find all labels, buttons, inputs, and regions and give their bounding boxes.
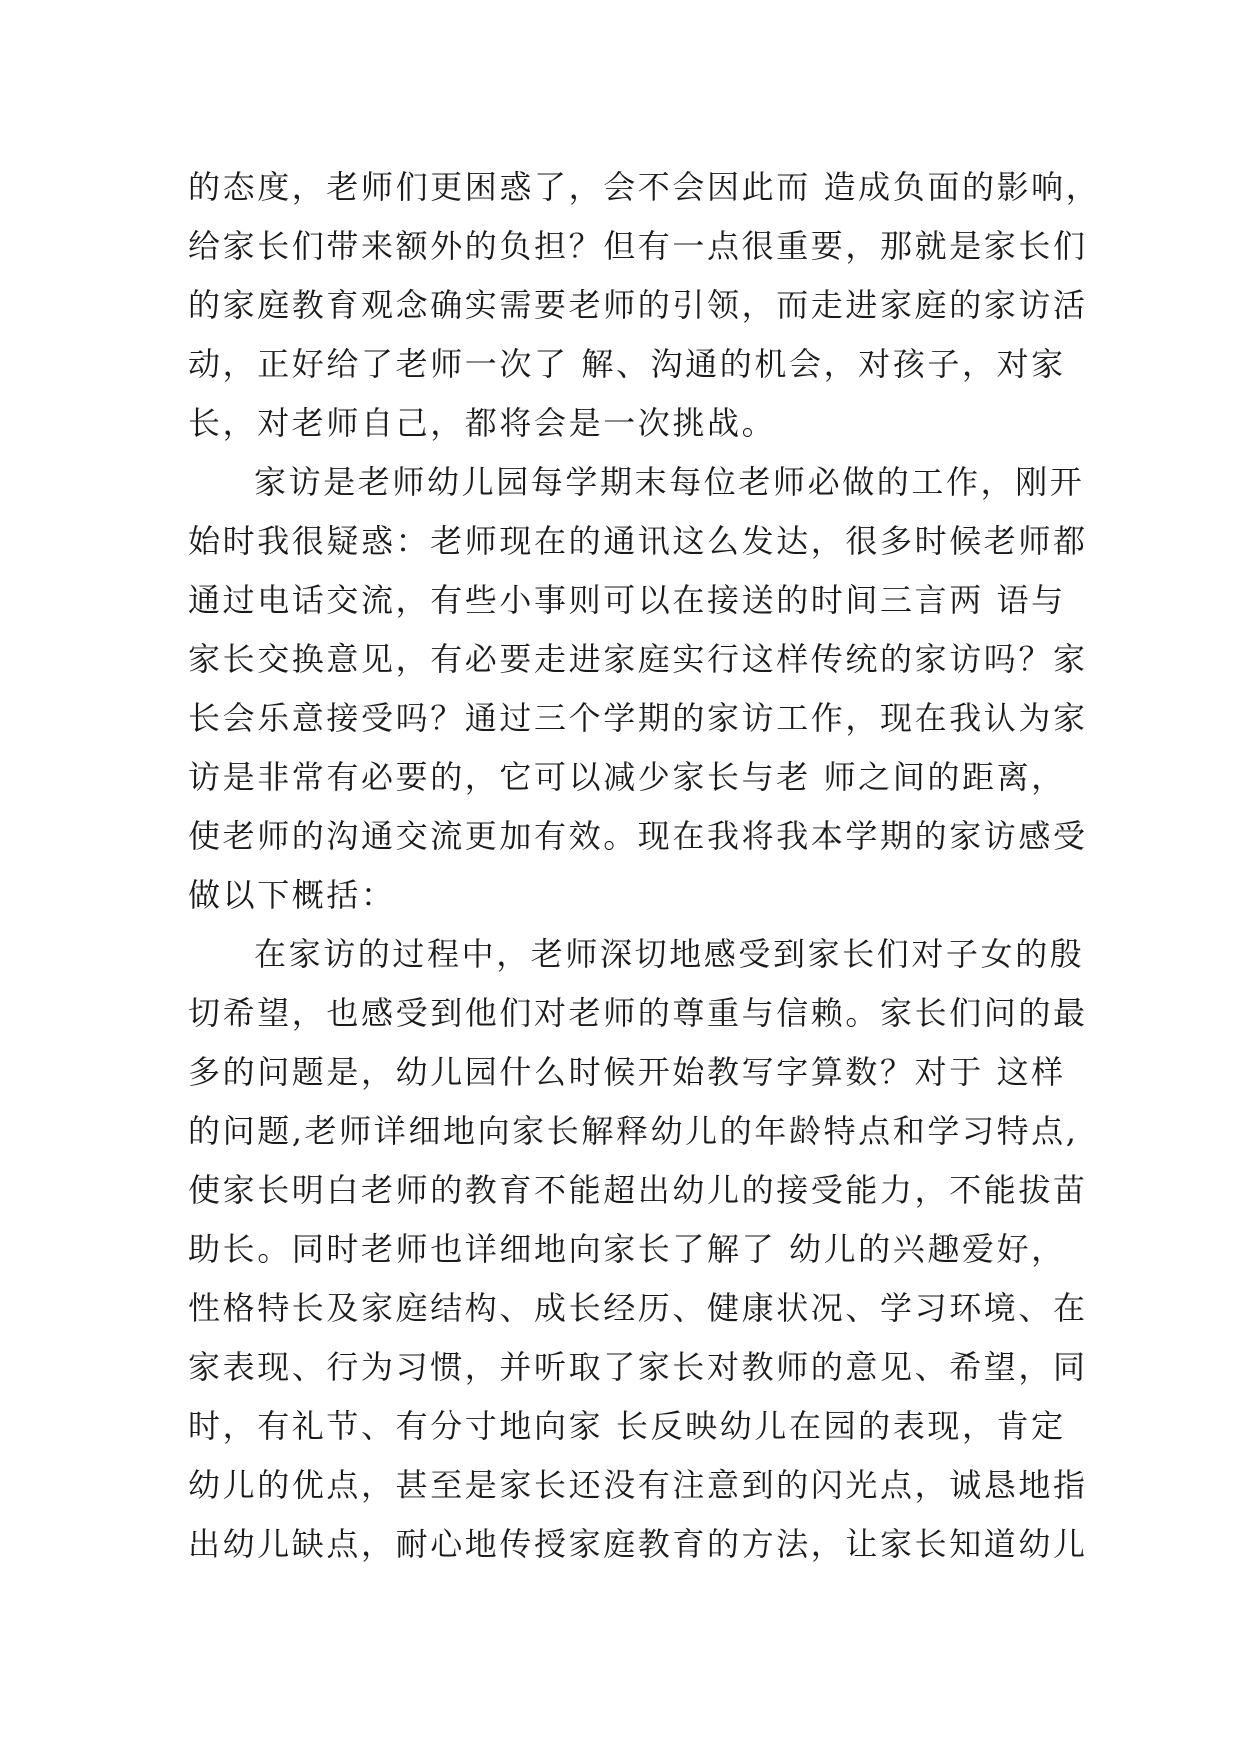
text-line: 的问题,老师详细地向家长解释幼儿的年龄特点和学习特点, bbox=[188, 1112, 1079, 1150]
text-line: 的态度，老师们更困惑了，会不会因此而 造成负面的影响， bbox=[188, 168, 1101, 206]
text-line: 动，正好给了老师一次了 解、沟通的机会，对孩子，对家 bbox=[188, 345, 1066, 383]
text-line: 切希望，也感受到他们对老师的尊重与信赖。家长们问的最 bbox=[188, 994, 1088, 1032]
text-line: 使老师的沟通交流更加有效。现在我将我本学期的家访感受 bbox=[188, 817, 1088, 855]
text-line: 长，对老师自己，都将会是一次挑战。 bbox=[188, 404, 777, 442]
text-line: 家长交换意见，有必要走进家庭实行这样传统的家访吗？家 bbox=[188, 640, 1088, 678]
text-line: 时，有礼节、有分寸地向家 长反映幼儿在园的表现，肯定 bbox=[188, 1407, 1066, 1445]
text-line: 始时我很疑惑：老师现在的通讯这么发达，很多时候老师都 bbox=[188, 522, 1088, 560]
text-line: 通过电话交流，有些小事则可以在接送的时间三言两 语与 bbox=[188, 581, 1066, 619]
text-line: 出幼儿缺点，耐心地传授家庭教育的方法，让家长知道幼儿 bbox=[188, 1525, 1088, 1563]
text-line: 给家长们带来额外的负担？但有一点很重要，那就是家长们 bbox=[188, 227, 1088, 265]
paragraph-start-line: 家访是老师幼儿园每学期末每位老师必做的工作，刚开 bbox=[254, 463, 1085, 501]
text-line: 的家庭教育观念确实需要老师的引领，而走进家庭的家访活 bbox=[188, 286, 1088, 324]
text-line: 幼儿的优点，甚至是家长还没有注意到的闪光点，诚恳地指 bbox=[188, 1466, 1088, 1504]
text-line: 使家长明白老师的教育不能超出幼儿的接受能力，不能拔苗 bbox=[188, 1171, 1088, 1209]
text-line: 多的问题是，幼儿园什么时候开始教写字算数？对于 这样 bbox=[188, 1053, 1066, 1091]
text-line: 访是非常有必要的，它可以减少家长与老 师之间的距离， bbox=[188, 758, 1066, 796]
text-line: 性格特长及家庭结构、成长经历、健康状况、学习环境、在 bbox=[188, 1289, 1088, 1327]
text-line: 家表现、行为习惯，并听取了家长对教师的意见、希望，同 bbox=[188, 1348, 1088, 1386]
text-line: 助长。同时老师也详细地向家长了解了 幼儿的兴趣爱好， bbox=[188, 1230, 1066, 1268]
text-line: 做以下概括： bbox=[188, 876, 396, 914]
text-line: 长会乐意接受吗？通过三个学期的家访工作，现在我认为家 bbox=[188, 699, 1088, 737]
body-text bbox=[188, 158, 1101, 1574]
paragraph-start-line: 在家访的过程中，老师深切地感受到家长们对子女的殷 bbox=[254, 935, 1085, 973]
